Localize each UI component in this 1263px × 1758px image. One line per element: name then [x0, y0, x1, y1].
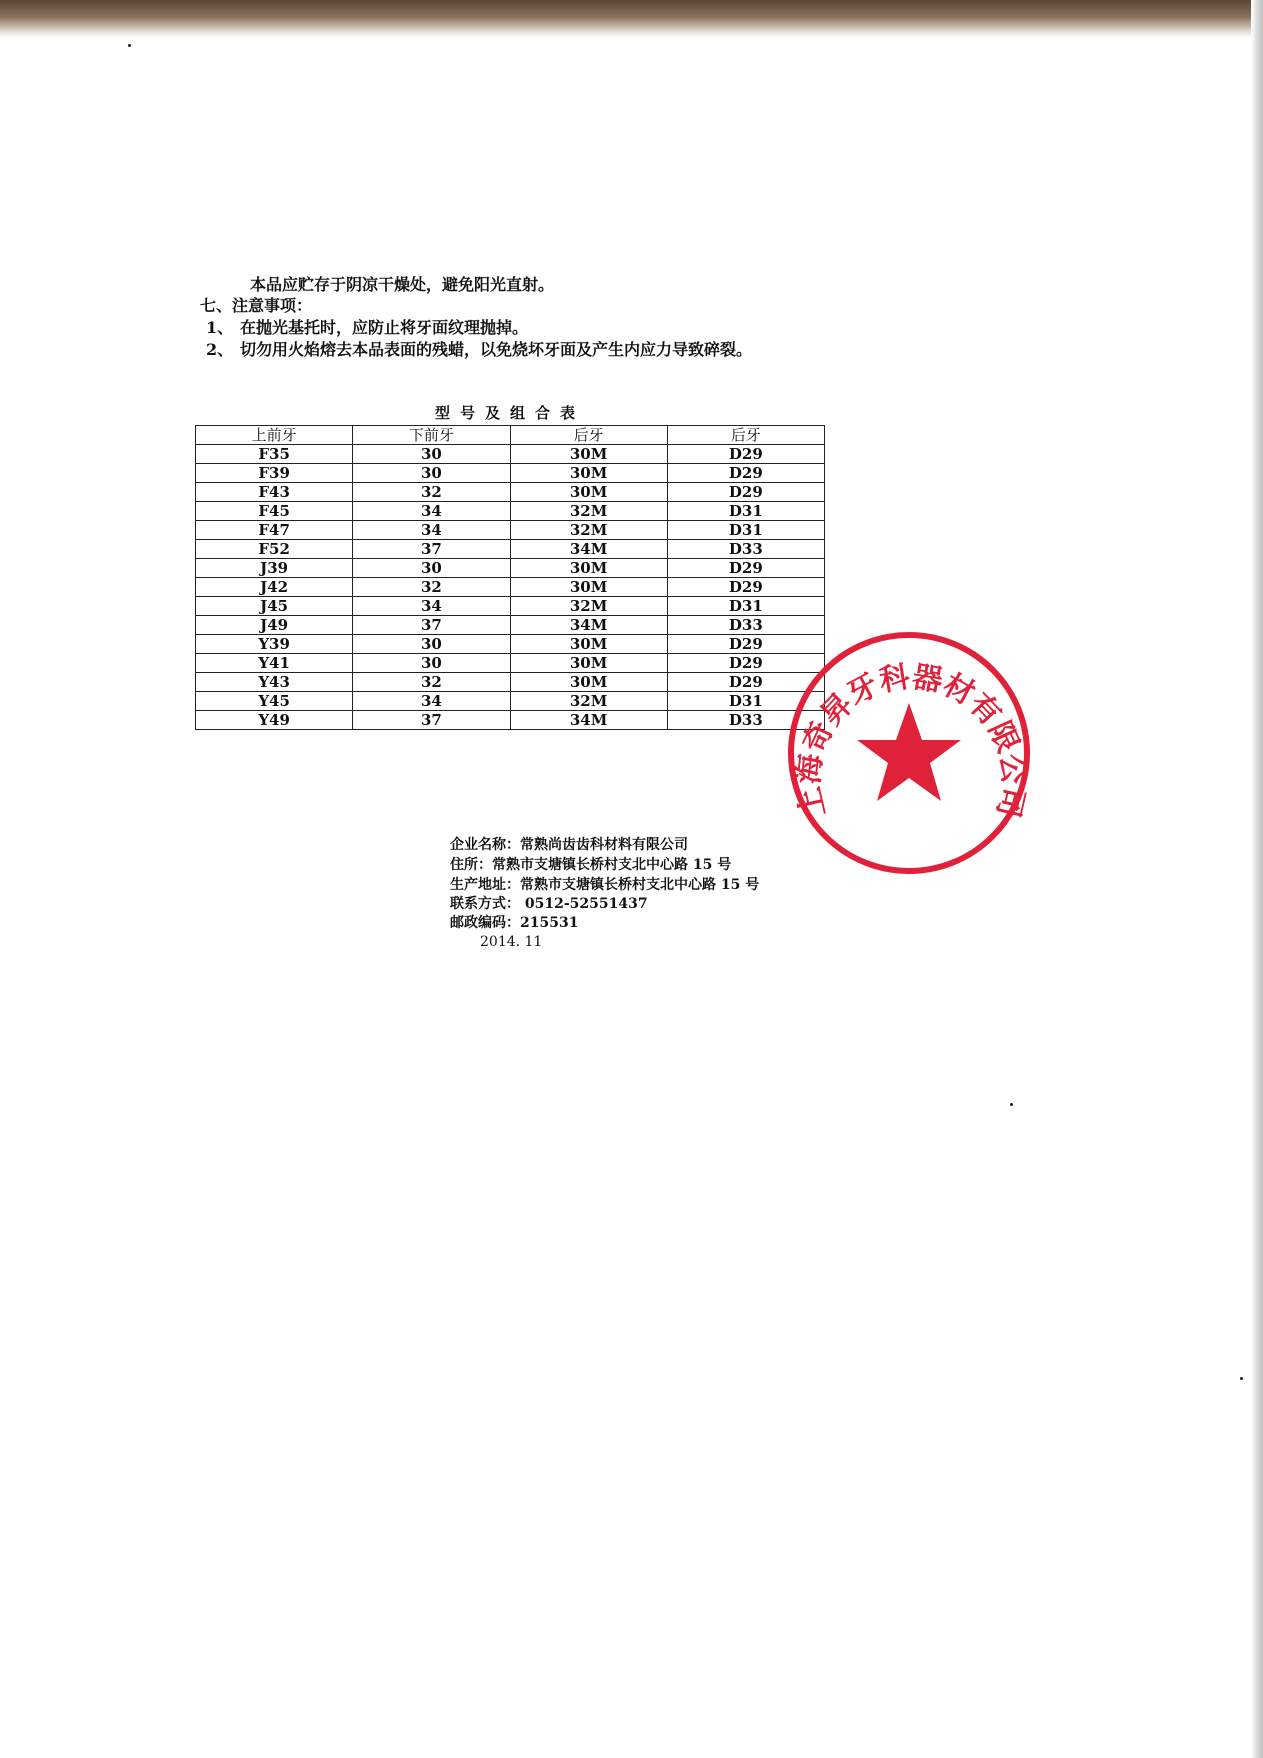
table-cell: 37 — [353, 616, 510, 635]
table-cell: D29 — [667, 673, 824, 692]
company-address: 住所：常熟市支塘镇长桥村支北中心路 15 号 — [450, 857, 732, 873]
table-row — [196, 635, 825, 654]
table-row — [196, 464, 825, 483]
table-cell: 34M — [510, 540, 667, 559]
scan-shadow-top — [0, 0, 1263, 38]
table-cell: D29 — [667, 445, 824, 464]
caution-item-text: 切勿用火焰熔去本品表面的残蜡，以免烧坏牙面及产生内应力导致碎裂。 — [240, 340, 753, 359]
table-cell: F43 — [196, 483, 353, 502]
table-cell: 30 — [353, 445, 510, 464]
model-combination-table — [195, 425, 825, 730]
table-cell: F39 — [196, 464, 353, 483]
table-cell: 32 — [353, 578, 510, 597]
postal-code: 邮政编码：215531 — [450, 915, 579, 931]
table-cell: 34M — [510, 711, 667, 730]
table-row — [196, 578, 825, 597]
table-title: 型号及组合表 — [434, 404, 585, 422]
table-cell: 32M — [510, 597, 667, 616]
table-cell: D31 — [667, 502, 824, 521]
table-cell: 32M — [510, 521, 667, 540]
table-row — [196, 559, 825, 578]
section-title: 七、注意事项： — [200, 296, 313, 315]
table-cell: D33 — [667, 616, 824, 635]
table-cell: J49 — [196, 616, 353, 635]
table-body — [196, 445, 825, 730]
table-row — [196, 692, 825, 711]
table-cell: 30 — [353, 559, 510, 578]
table-row — [196, 711, 825, 730]
caution-item-1 — [206, 318, 528, 338]
table-row — [196, 654, 825, 673]
table-cell: 34 — [353, 521, 510, 540]
scan-shadow-right — [1251, 0, 1263, 1758]
table-cell: F52 — [196, 540, 353, 559]
table-cell: 30 — [353, 654, 510, 673]
table-cell: 30M — [510, 578, 667, 597]
table-cell: 37 — [353, 711, 510, 730]
table-cell: 32 — [353, 673, 510, 692]
table-row — [196, 597, 825, 616]
table-row — [196, 502, 825, 521]
table-cell: J39 — [196, 559, 353, 578]
caution-item-text: 在抛光基托时，应防止将牙面纹理抛掉。 — [240, 318, 529, 337]
table-cell: Y45 — [196, 692, 353, 711]
table-cell: D29 — [667, 654, 824, 673]
table-cell: 30M — [510, 654, 667, 673]
table-cell: 30M — [510, 483, 667, 502]
table-cell: 32M — [510, 502, 667, 521]
table-cell: D29 — [667, 559, 824, 578]
table-cell: 34 — [353, 502, 510, 521]
document-date: 2014. 11 — [480, 934, 543, 950]
table-cell: D33 — [667, 711, 824, 730]
table-cell: D29 — [667, 578, 824, 597]
table-cell: 30M — [510, 635, 667, 654]
table-cell: D31 — [667, 692, 824, 711]
scan-speck — [1240, 1377, 1243, 1380]
table-cell: 30M — [510, 445, 667, 464]
header-lower-front-teeth: 下前牙 — [353, 426, 510, 445]
table-cell: 30M — [510, 559, 667, 578]
table-cell: J42 — [196, 578, 353, 597]
table-header-row — [196, 426, 825, 445]
production-address: 生产地址：常熟市支塘镇长桥村支北中心路 15 号 — [450, 877, 760, 893]
table-row — [196, 445, 825, 464]
contact-phone: 联系方式： 0512-52551437 — [450, 896, 648, 912]
table-cell: 34M — [510, 616, 667, 635]
caution-item-number: 1、 — [206, 318, 234, 337]
table-cell: Y39 — [196, 635, 353, 654]
table-cell: 32M — [510, 692, 667, 711]
table-cell: D29 — [667, 635, 824, 654]
table-cell: 30 — [353, 635, 510, 654]
table-cell: 34 — [353, 692, 510, 711]
table-cell: D29 — [667, 464, 824, 483]
caution-item-number: 2、 — [206, 340, 234, 359]
seal-text: 上海奇昇牙科器材有限公司 — [791, 659, 1031, 821]
table-cell: F45 — [196, 502, 353, 521]
table-cell: F35 — [196, 445, 353, 464]
table-cell: D33 — [667, 540, 824, 559]
caution-item-2 — [206, 340, 752, 360]
table-row — [196, 616, 825, 635]
table-cell: D31 — [667, 597, 824, 616]
table-cell: F47 — [196, 521, 353, 540]
table-cell: J45 — [196, 597, 353, 616]
table-cell: Y41 — [196, 654, 353, 673]
seal-star-icon — [857, 703, 961, 801]
table-row — [196, 521, 825, 540]
table-cell: 30M — [510, 673, 667, 692]
table-cell: 30 — [353, 464, 510, 483]
scan-speck — [128, 44, 131, 47]
table-cell: D29 — [667, 483, 824, 502]
table-cell: 34 — [353, 597, 510, 616]
table-row — [196, 540, 825, 559]
header-upper-front-teeth: 上前牙 — [196, 426, 353, 445]
table-cell: D31 — [667, 521, 824, 540]
table-row — [196, 483, 825, 502]
storage-instruction: 本品应贮存于阴凉干燥处，避免阳光直射。 — [250, 275, 555, 294]
company-name: 企业名称：常熟尚齿齿科材料有限公司 — [450, 837, 688, 853]
scan-speck — [1010, 1103, 1013, 1106]
header-back-teeth: 后牙 — [510, 426, 667, 445]
table-cell: 37 — [353, 540, 510, 559]
table-cell: 32 — [353, 483, 510, 502]
table-cell: 30M — [510, 464, 667, 483]
table-cell: Y49 — [196, 711, 353, 730]
company-seal — [783, 627, 1035, 879]
header-back-teeth: 后牙 — [667, 426, 824, 445]
table-row — [196, 673, 825, 692]
table-cell: Y43 — [196, 673, 353, 692]
